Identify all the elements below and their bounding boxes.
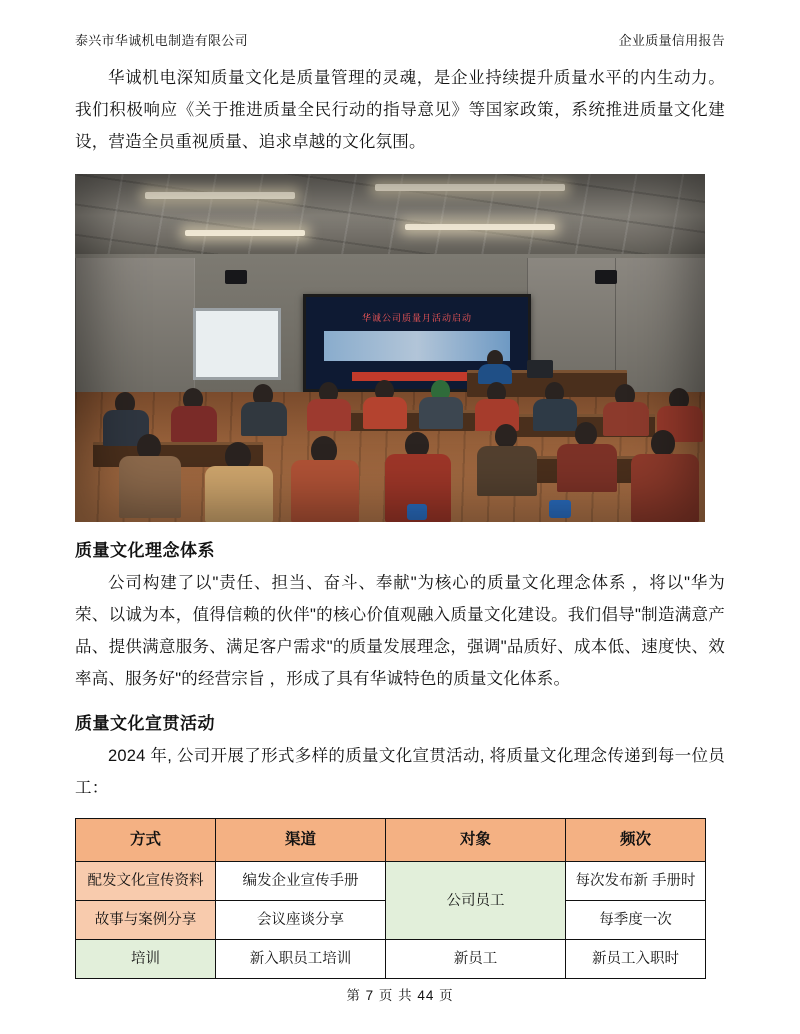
- table-header-cell: 对象: [386, 819, 566, 862]
- table-header-cell: 渠道: [216, 819, 386, 862]
- page-header: [75, 30, 725, 54]
- table-cell-channel: 会议座谈分享: [216, 901, 386, 940]
- section-paragraph-promotion: 2024 年, 公司开展了形式多样的质量文化宣贯活动, 将质量文化理念传递到每一位员工：: [75, 747, 725, 797]
- page-content: [75, 62, 725, 979]
- section-title-concept: 质量文化理念体系: [75, 541, 215, 560]
- header-company-name: 泰兴市华诚机电制造有限公司: [75, 33, 248, 48]
- table-cell-target: 公司员工: [386, 862, 566, 940]
- photo-screen-title: 华诚公司质量月活动启动: [361, 313, 472, 323]
- intro-paragraph: 华诚机电深知质量文化是质量管理的灵魂，是企业持续提升质量水平的内生动力。我们积极响应《关于推进质量全民行动的指导意见》等国家政策，系统推进质量文化建设，营造全员重视质量、追求卓越的文化氛围。: [75, 69, 725, 151]
- table-row: [76, 940, 706, 979]
- page-footer: 第 7 页 共 44 页: [346, 988, 454, 1003]
- section-paragraph-concept: 公司构建了以"责任、担当、奋斗、奉献"为核心的质量文化理念体系 ，将以"华为荣、以诚为本，值得信赖的伙伴"的核心价值观融入质量文化建设。我们倡导"制造满意产品、提供满意服务、满足客户需求"的质量发展理念，强调"品质好、成本低、速度快、效率高、服务好"的经营宗旨 ，形成了具有华诚特色的质量文化体系。: [75, 574, 725, 688]
- table-cell-way: 配发文化宣传资料: [76, 862, 216, 901]
- table-cell-channel: 新入职员工培训: [216, 940, 386, 979]
- table-header-cell: 方式: [76, 819, 216, 862]
- photo-vignette: [75, 174, 705, 522]
- section-title-promotion: 质量文化宣贯活动: [75, 714, 215, 733]
- promotion-activities-table: [75, 818, 706, 979]
- table-cell-way: 故事与案例分享: [76, 901, 216, 940]
- table-header-row: [76, 819, 706, 862]
- header-report-title: 企业质量信用报告: [618, 33, 725, 48]
- table-cell-frequency: 新员工入职时: [566, 940, 706, 979]
- table-header-cell: 频次: [566, 819, 706, 862]
- table-row: [76, 862, 706, 901]
- meeting-photo: [75, 174, 705, 522]
- table-cell-target: 新员工: [386, 940, 566, 979]
- table-cell-way: 培训: [76, 940, 216, 979]
- table-cell-frequency: 每次发布新 手册时: [566, 862, 706, 901]
- table-cell-frequency: 每季度一次: [566, 901, 706, 940]
- table-cell-channel: 编发企业宣传手册: [216, 862, 386, 901]
